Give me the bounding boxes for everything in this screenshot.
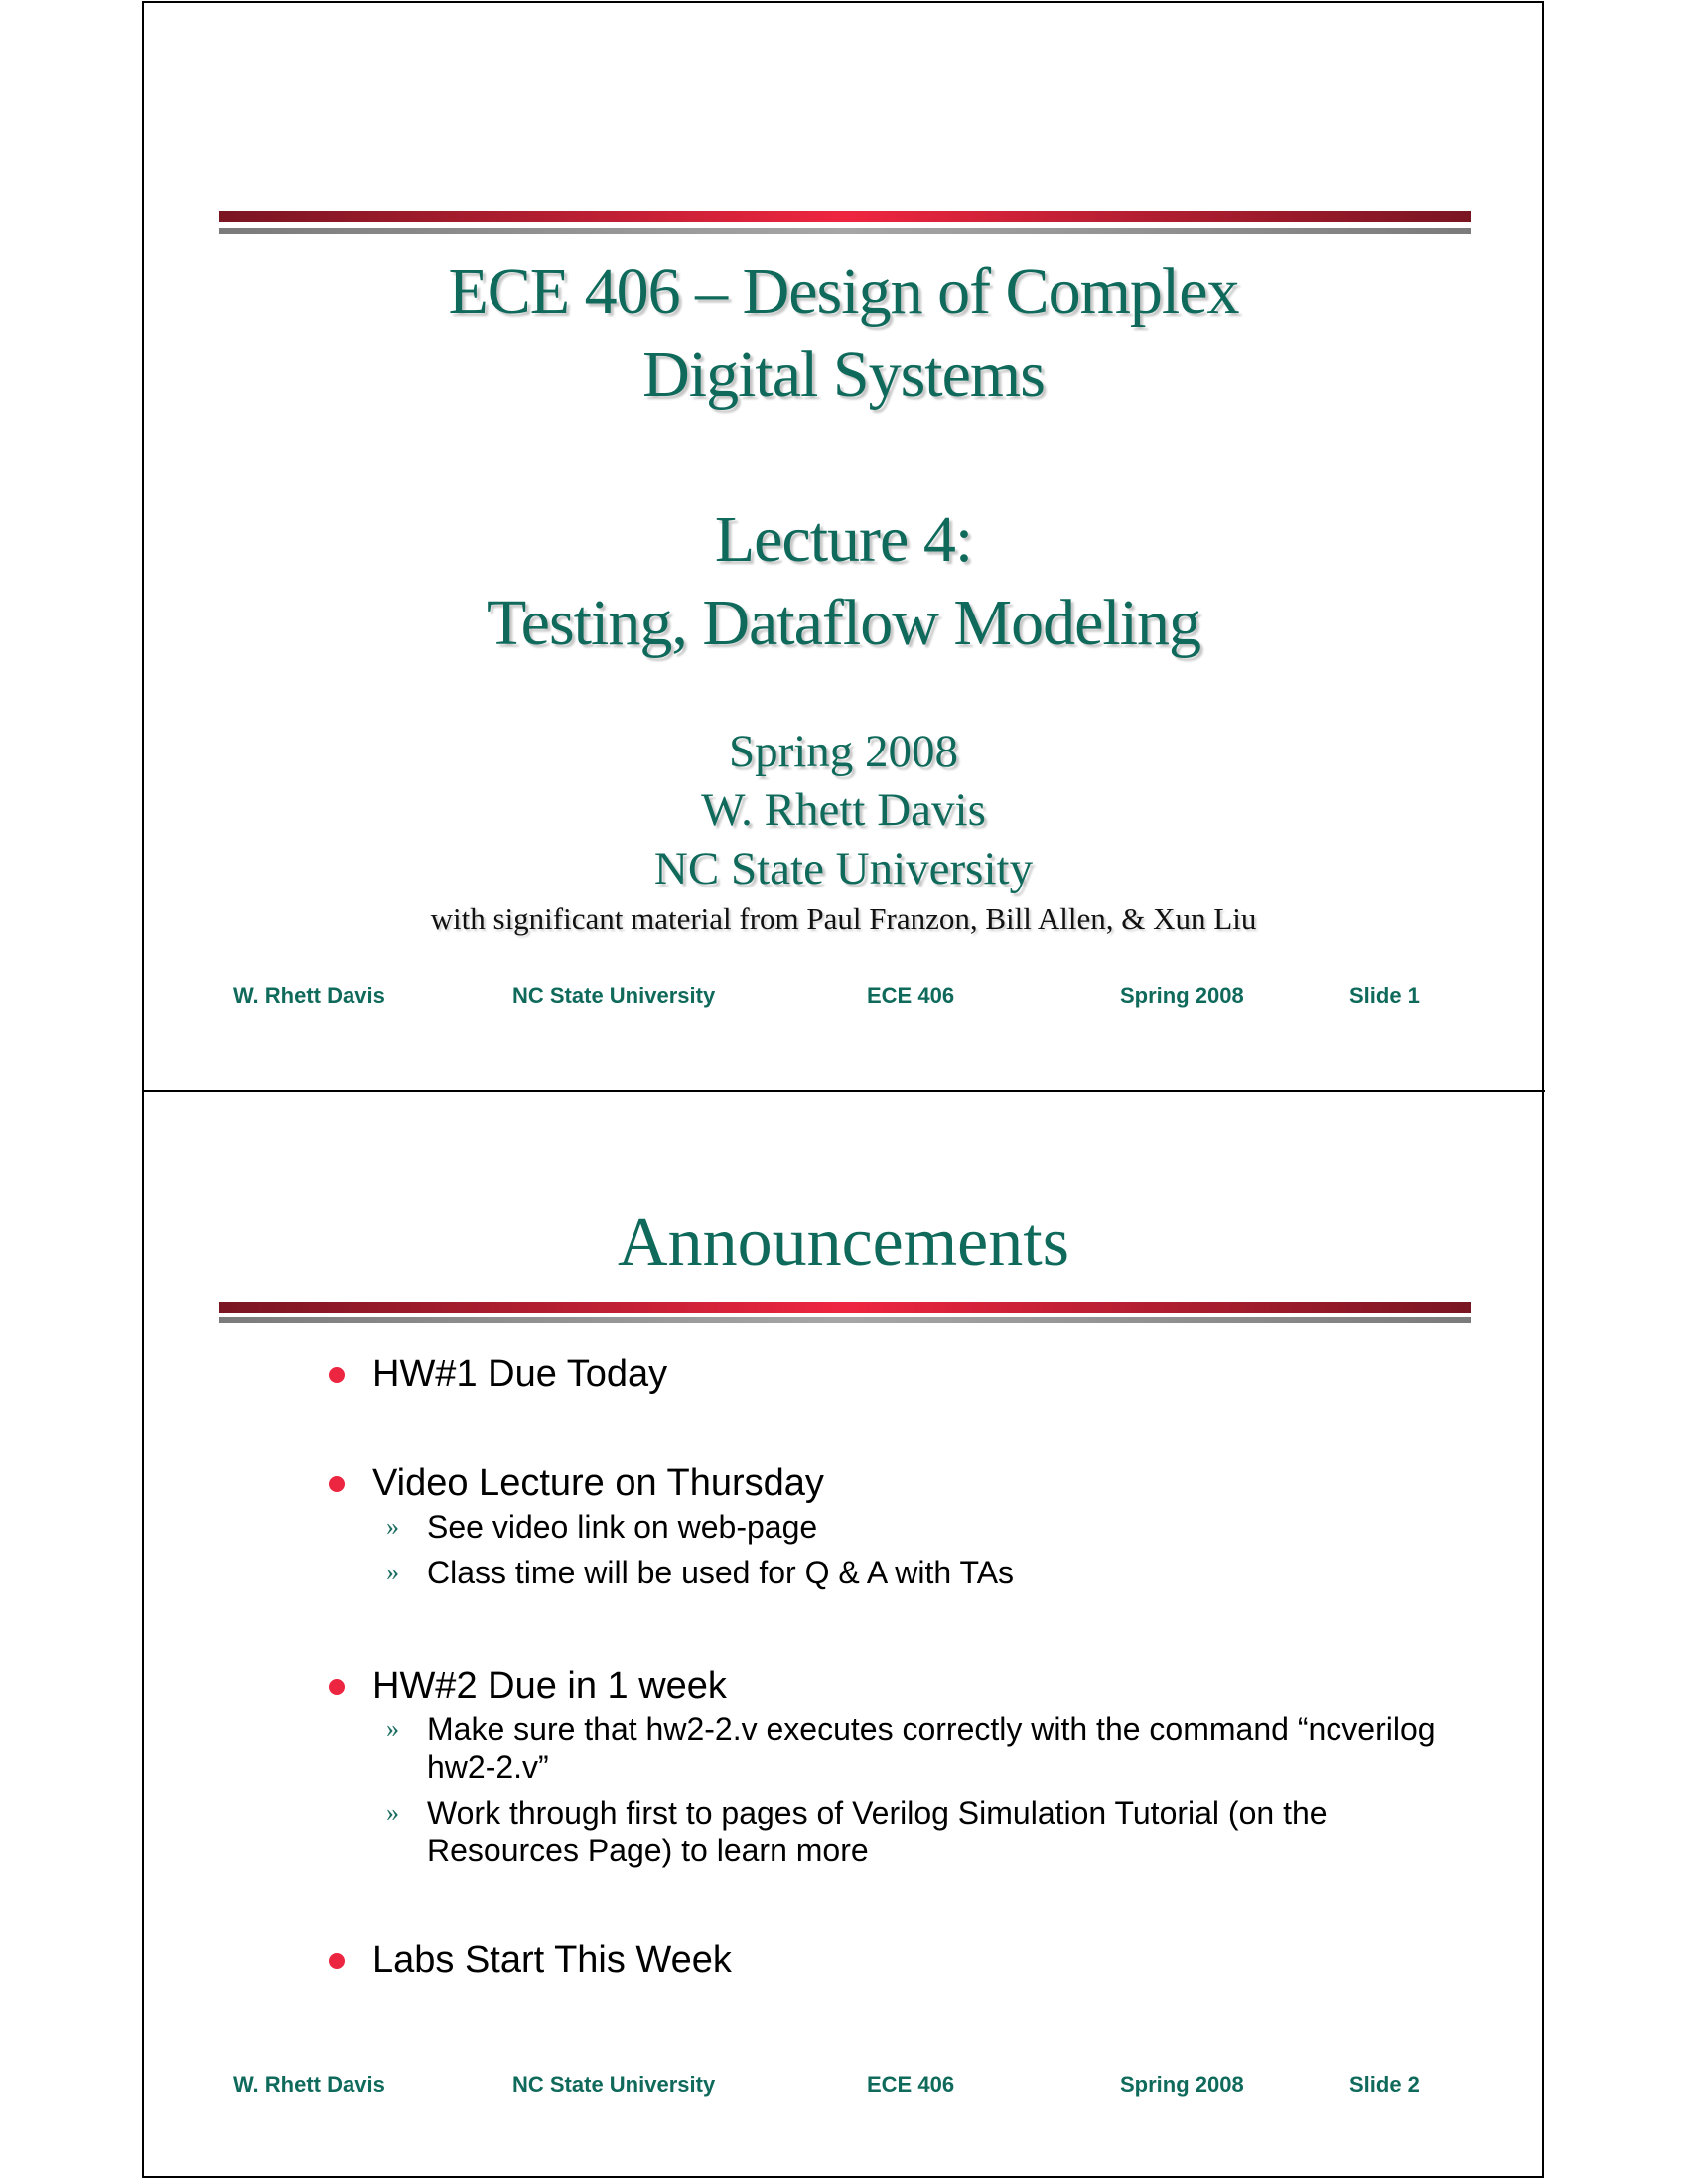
footer-institution: NC State University <box>512 983 716 1008</box>
bullet-dot-icon <box>329 1476 345 1492</box>
sub-bullet-chevron-icon: » <box>386 1512 399 1541</box>
footer-course: ECE 406 <box>867 983 955 1008</box>
footer-term: Spring 2008 <box>1120 2072 1244 2097</box>
title-bar-red <box>219 1302 1471 1313</box>
term: Spring 2008 <box>728 726 959 777</box>
sub-bullet-chevron-icon: » <box>386 1798 399 1827</box>
bullet-dot-icon <box>329 1367 345 1383</box>
author: W. Rhett Davis <box>701 784 986 836</box>
slide-footer <box>142 983 1545 1013</box>
sub-bullet-chevron-icon: » <box>386 1714 399 1743</box>
footer-slide-number: Slide 2 <box>1349 2072 1420 2097</box>
sub-bullet-text: Class time will be used for Q & A with TAs <box>427 1555 1015 1590</box>
footer-course: ECE 406 <box>867 2072 955 2097</box>
bullet-text: HW#2 Due in 1 week <box>372 1665 727 1706</box>
footer-author: W. Rhett Davis <box>233 983 385 1008</box>
footer-institution: NC State University <box>512 2072 716 2097</box>
sub-bullet-text: Make sure that hw2-2.v executes correctly with the command “ncverilog hw2-2.v” <box>427 1711 1436 1785</box>
slide-2 <box>142 1092 1545 2178</box>
footer-slide-number: Slide 1 <box>1349 983 1420 1008</box>
sub-bullet-text: Work through first to pages of Verilog Simulation Tutorial (on the Resources Page) to learn more <box>427 1795 1328 1868</box>
bullet-dot-icon <box>329 1679 345 1695</box>
title-bar-gray <box>219 228 1471 234</box>
bullet-text: HW#1 Due Today <box>372 1353 668 1395</box>
slide-title: Announcements <box>618 1204 1069 1281</box>
course-title-line-2: Digital Systems <box>642 339 1045 411</box>
bullet-text: Labs Start This Week <box>372 1939 732 1980</box>
sub-bullet-chevron-icon: » <box>386 1558 399 1586</box>
course-title-line-1: ECE 406 – Design of Complex <box>448 255 1239 328</box>
title-bar-red <box>219 211 1471 222</box>
lecture-number: Lecture 4: <box>714 503 973 576</box>
institution: NC State University <box>653 843 1034 894</box>
lecture-topic: Testing, Dataflow Modeling <box>486 587 1201 659</box>
footer-term: Spring 2008 <box>1120 983 1244 1008</box>
slide-1 <box>142 2 1545 1091</box>
credit-line: with significant material from Paul Franzon, Bill Allen, & Xun Liu <box>430 901 1257 936</box>
bullet-text: Video Lecture on Thursday <box>372 1462 824 1504</box>
footer-author: W. Rhett Davis <box>233 2072 385 2097</box>
bullet-dot-icon <box>329 1953 345 1969</box>
title-bar-gray <box>219 1317 1471 1323</box>
slide-footer <box>142 2072 1545 2102</box>
sub-bullet-text: See video link on web-page <box>427 1509 818 1545</box>
